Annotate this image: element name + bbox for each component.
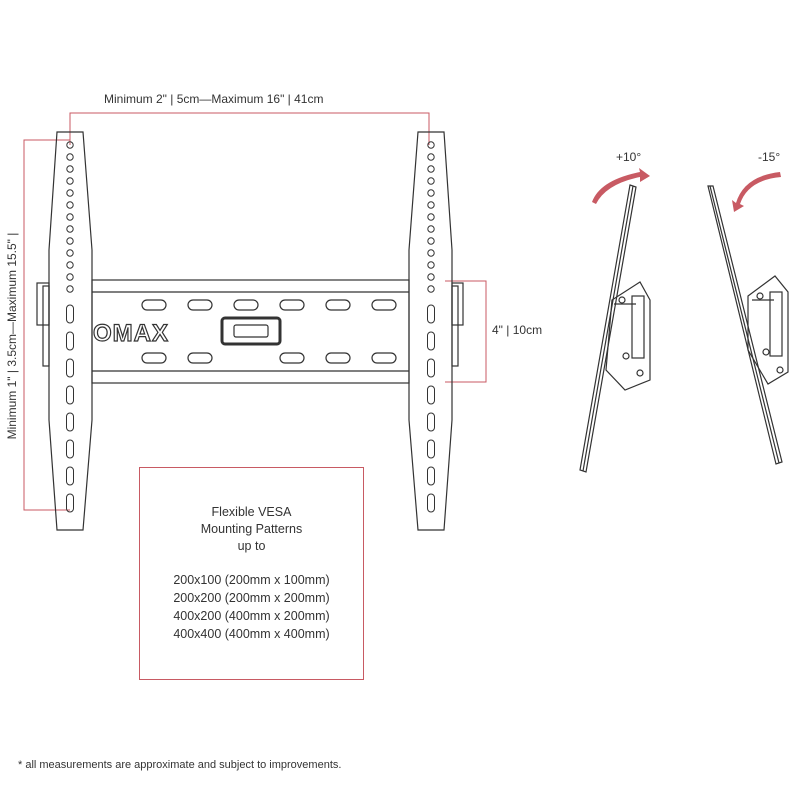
- bracket-hole: [428, 238, 434, 244]
- tilt-arrows: [592, 168, 781, 212]
- bracket-slot: [67, 332, 74, 350]
- width-dimension-line: [70, 113, 429, 145]
- vesa-pattern-item: 200x200 (200mm x 200mm): [173, 591, 330, 605]
- bracket-slot: [67, 440, 74, 458]
- vesa-pattern-list: [140, 571, 363, 643]
- slot-spacing-label: 4" | 10cm: [492, 323, 543, 337]
- bracket-slot: [67, 305, 74, 323]
- bracket-hole: [67, 238, 73, 244]
- vesa-info-box: [139, 467, 364, 680]
- bracket-hole: [67, 274, 73, 280]
- bracket-slot: [428, 467, 435, 485]
- bracket-slot: [428, 305, 435, 323]
- bracket-hole: [428, 286, 434, 292]
- vesa-title: Flexible VESA Mounting Patterns up to: [200, 505, 303, 553]
- tilt-up-label: +10°: [616, 150, 642, 164]
- bracket-hole: [428, 202, 434, 208]
- bracket-slot: [428, 359, 435, 377]
- slot-dimension-line: [445, 281, 486, 382]
- left-bracket: [49, 132, 92, 530]
- bracket-hole: [67, 250, 73, 256]
- bracket-hole: [67, 166, 73, 172]
- height-range-label: Minimum 1" | 3.5cm—Maximum 15.5" |: [5, 232, 19, 440]
- vesa-pattern-item: 400x200 (400mm x 200mm): [173, 609, 330, 623]
- brand-logo: OMAX: [93, 320, 169, 347]
- side-view-tilt-down: [708, 186, 788, 464]
- bracket-hole: [428, 214, 434, 220]
- bracket-hole: [67, 178, 73, 184]
- footnote: * all measurements are approximate and subject to improvements.: [18, 759, 342, 771]
- dimension-lines: [24, 113, 486, 510]
- side-view-tilt-up: [580, 185, 650, 472]
- bracket-slot: [428, 440, 435, 458]
- vesa-pattern-item: 400x400 (400mm x 400mm): [173, 627, 330, 641]
- bracket-hole: [428, 250, 434, 256]
- bracket-hole: [67, 286, 73, 292]
- bracket-slot: [67, 359, 74, 377]
- bracket-hole: [67, 202, 73, 208]
- bracket-slot: [67, 467, 74, 485]
- bracket-hole: [428, 190, 434, 196]
- bracket-hole: [67, 214, 73, 220]
- bracket-hole: [428, 226, 434, 232]
- bracket-hole: [428, 262, 434, 268]
- bracket-slot: [428, 413, 435, 431]
- tilt-side-views: [580, 185, 788, 472]
- width-range-label: Minimum 2" | 5cm—Maximum 16" | 41cm: [104, 92, 324, 106]
- bracket-hole: [428, 178, 434, 184]
- bracket-hole: [428, 166, 434, 172]
- bracket-hole: [428, 154, 434, 160]
- bracket-hole: [67, 262, 73, 268]
- tilt-down-label: -15°: [758, 150, 781, 164]
- bracket-hole: [67, 190, 73, 196]
- tilt-up-arrow-icon: [592, 168, 650, 204]
- vesa-pattern-item: 200x100 (200mm x 100mm): [173, 573, 330, 587]
- bracket-slot: [67, 494, 74, 512]
- right-bracket: [409, 132, 452, 530]
- bracket-slot: [428, 386, 435, 404]
- bracket-slot: [67, 413, 74, 431]
- tilt-down-arrow-icon: [732, 172, 781, 212]
- plate-slots: [142, 300, 396, 363]
- bracket-hole: [67, 154, 73, 160]
- bracket-slot: [428, 494, 435, 512]
- bracket-hole: [428, 274, 434, 280]
- bracket-hole: [67, 226, 73, 232]
- center-lock-handle: [222, 318, 280, 344]
- bracket-slot: [428, 332, 435, 350]
- bracket-slot: [67, 386, 74, 404]
